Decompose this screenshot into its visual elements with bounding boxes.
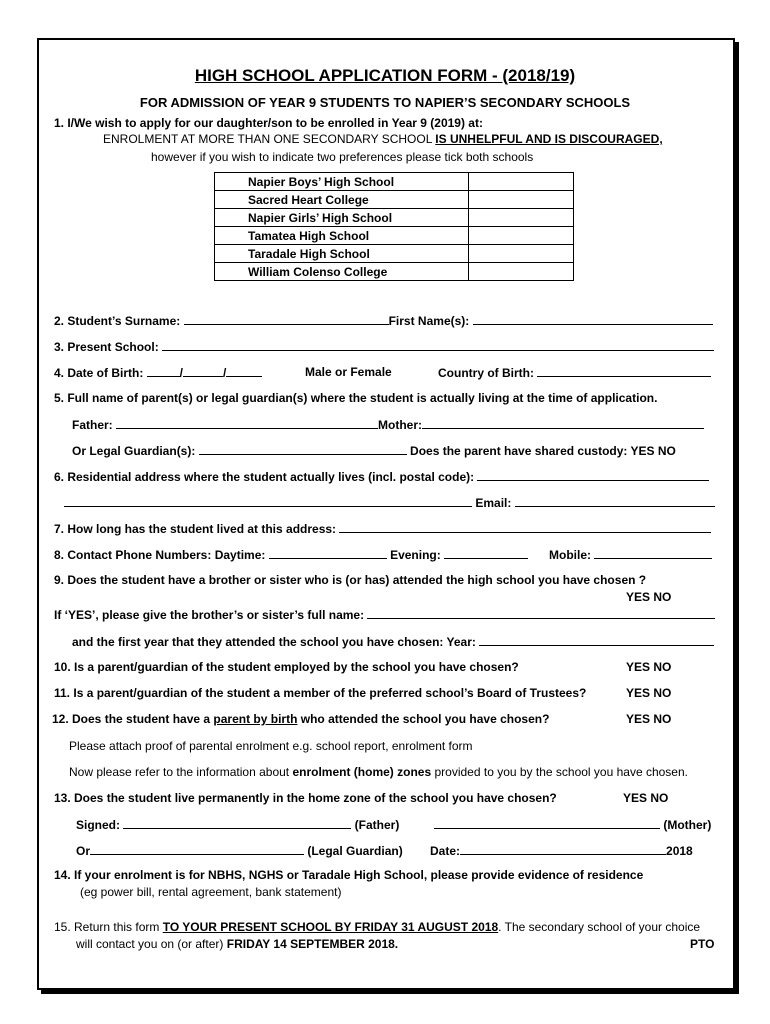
shared-custody-question[interactable]: Does the parent have shared custody: YES NO [410, 444, 676, 458]
guardian-signature-label: (Legal Guardian) [304, 844, 403, 858]
q12-yes-no[interactable]: YES NO [626, 712, 672, 726]
guardian-label: Or Legal Guardian(s): [72, 444, 199, 458]
school-name: Tamatea High School [215, 227, 469, 245]
sibling-line [54, 607, 715, 622]
school-tick-box[interactable] [469, 245, 574, 263]
zones-text-c: provided to you by the school you have chosen. [431, 765, 688, 779]
q7-line [54, 521, 711, 536]
zones-note [69, 765, 688, 779]
signed-father-line [76, 817, 399, 832]
mother-signature-field[interactable] [434, 817, 660, 829]
present-school-field[interactable] [162, 339, 714, 351]
q12-label [52, 712, 549, 726]
enrolment-warning [103, 132, 663, 146]
school-name: Napier Girls’ High School [215, 209, 469, 227]
surname-label: 2. Student’s Surname: [54, 314, 184, 328]
father-field[interactable] [116, 417, 378, 429]
mother-label: Mother: [378, 418, 423, 432]
school-row [215, 173, 574, 191]
address-email-line [64, 495, 715, 510]
q11-label: 11. Is a parent/guardian of the student a member of the preferred school’s Board of Trustees? [54, 686, 587, 700]
phone-mobile-label: Mobile: [549, 548, 595, 562]
enrolment-warning-emphasis: IS UNHELPFUL AND IS DISCOURAGED, [435, 132, 663, 146]
q14-line2: (eg power bill, rental agreement, bank statement) [80, 885, 342, 899]
q15-text-a: 15. Return this form [54, 920, 163, 934]
q3-line [54, 339, 714, 354]
q6-line [54, 469, 709, 484]
duration-field[interactable] [339, 521, 711, 533]
sibling-label: If ‘YES’, please give the brother’s or sister’s full name: [54, 608, 368, 622]
parents-line [72, 417, 704, 432]
signed-mother-line [434, 817, 711, 832]
date-label: Date: [430, 844, 461, 858]
school-tick-box[interactable] [469, 209, 574, 227]
address-label: 6. Residential address where the student actually lives (incl. postal code): [54, 470, 478, 484]
mobile-line [549, 547, 712, 562]
phone-daytime-field[interactable] [269, 547, 387, 559]
sibling-name-field[interactable] [367, 607, 715, 619]
q5-label: 5. Full name of parent(s) or legal guardian(s) where the student is actually living at the time of application. [54, 391, 658, 405]
q15-text-c: . The secondary school of your choice [498, 920, 701, 934]
q15-line1 [54, 920, 700, 934]
q12-text-a: 12. Does the student have a [52, 712, 214, 726]
school-row [215, 191, 574, 209]
father-signature-field[interactable] [123, 817, 351, 829]
phone-daytime-label: 8. Contact Phone Numbers: Daytime: [54, 548, 269, 562]
address-field[interactable] [477, 469, 709, 481]
school-tick-box[interactable] [469, 173, 574, 191]
present-school-label: 3. Present School: [54, 340, 163, 354]
date-year: 2018 [666, 844, 693, 858]
enrolment-warning-text: ENROLMENT AT MORE THAN ONE SECONDARY SCHOOL [103, 132, 436, 146]
date-field[interactable] [460, 843, 666, 855]
father-label: Father: [72, 418, 117, 432]
first-year-label: and the first year that they attended the school you have chosen: Year: [72, 635, 480, 649]
q15-deadline: TO YOUR PRESENT SCHOOL BY FRIDAY 31 AUGUST 2018 [162, 920, 499, 934]
q12-text-underlined: parent by birth [213, 712, 298, 726]
school-tick-box[interactable] [469, 191, 574, 209]
school-name: Napier Boys’ High School [215, 173, 469, 191]
q10-yes-no[interactable]: YES NO [626, 660, 672, 674]
school-name: Sacred Heart College [215, 191, 469, 209]
zones-text-a: Now please refer to the information about [69, 765, 293, 779]
q2-line [54, 313, 713, 328]
phone-evening-field[interactable] [444, 547, 528, 559]
q14-text: 14. If your enrolment is for NBHS, NGHS or Taradale High School, please provide evidence of residence [54, 868, 644, 882]
guardian-line [72, 443, 676, 458]
first-year-field[interactable] [479, 634, 714, 646]
school-tick-box[interactable] [469, 227, 574, 245]
father-signature-label: (Father) [351, 818, 400, 832]
country-field[interactable] [537, 365, 711, 377]
dob-separator: / [179, 366, 184, 380]
phone-mobile-field[interactable] [594, 547, 712, 559]
form-title: HIGH SCHOOL APPLICATION FORM - (2018/19) [194, 66, 576, 85]
school-name: Taradale High School [215, 245, 469, 263]
q15-text-d: will contact you on (or after) [76, 937, 227, 951]
first-names-field[interactable] [473, 313, 713, 325]
duration-label: 7. How long has the student lived at this address: [54, 522, 340, 536]
school-choice-table [214, 172, 574, 281]
q11-yes-no[interactable]: YES NO [626, 686, 672, 700]
school-tick-box[interactable] [469, 263, 574, 281]
preferences-note: however if you wish to indicate two preferences please tick both schools [151, 150, 534, 164]
first-year-line [72, 634, 714, 649]
school-row [215, 245, 574, 263]
q15-line2 [76, 937, 398, 951]
q1-label: 1. I/We wish to apply for our daughter/son to be enrolled in Year 9 (2019) at: [54, 116, 483, 130]
dob-day-field[interactable] [147, 365, 180, 377]
mother-field[interactable] [422, 417, 704, 429]
address-field-line2[interactable] [64, 495, 472, 507]
school-row [215, 209, 574, 227]
proof-note: Please attach proof of parental enrolment e.g. school report, enrolment form [69, 739, 473, 753]
guardian-signature-field[interactable] [90, 843, 304, 855]
pto-label: PTO [690, 937, 715, 951]
q13-yes-no[interactable]: YES NO [623, 791, 669, 805]
zones-text-emphasis: enrolment (home) zones [292, 765, 432, 779]
country-label: Country of Birth: [438, 366, 538, 380]
gender-options[interactable]: Male or Female [305, 365, 392, 379]
date-line [430, 843, 693, 858]
q14-line1 [54, 868, 643, 882]
surname-field[interactable] [184, 313, 389, 325]
dob-year-field[interactable] [226, 365, 262, 377]
email-field[interactable] [515, 495, 715, 507]
dob-separator: / [223, 366, 227, 380]
q9-label: 9. Does the student have a brother or sister who is (or has) attended the high school you have chosen ? [54, 573, 647, 587]
first-names-label: First Name(s): [388, 314, 473, 328]
guardian-field[interactable] [199, 443, 407, 455]
mother-signature-label: (Mother) [660, 818, 712, 832]
form-subtitle: FOR ADMISSION OF YEAR 9 STUDENTS TO NAPIER’S SECONDARY SCHOOLS [139, 95, 631, 110]
dob-month-field[interactable] [183, 365, 223, 377]
q13-label: 13. Does the student live permanently in the home zone of the school you have chosen? [54, 791, 557, 805]
guardian-signature-line [76, 843, 403, 858]
q12-text-b: who attended the school you have chosen? [297, 712, 550, 726]
school-name: William Colenso College [215, 263, 469, 281]
q4-line [54, 365, 262, 380]
school-row [215, 263, 574, 281]
phone-evening-label: Evening: [390, 548, 445, 562]
or-label: Or [76, 844, 91, 858]
q8-line [54, 547, 528, 562]
email-label: Email: [475, 496, 515, 510]
country-line [438, 365, 711, 380]
q10-label: 10. Is a parent/guardian of the student employed by the school you have chosen? [54, 660, 519, 674]
school-row [215, 227, 574, 245]
dob-label: 4. Date of Birth: [54, 366, 147, 380]
signed-label: Signed: [76, 818, 124, 832]
q15-contact-date: FRIDAY 14 SEPTEMBER 2018. [226, 937, 399, 951]
q9-yes-no[interactable]: YES NO [626, 590, 672, 604]
